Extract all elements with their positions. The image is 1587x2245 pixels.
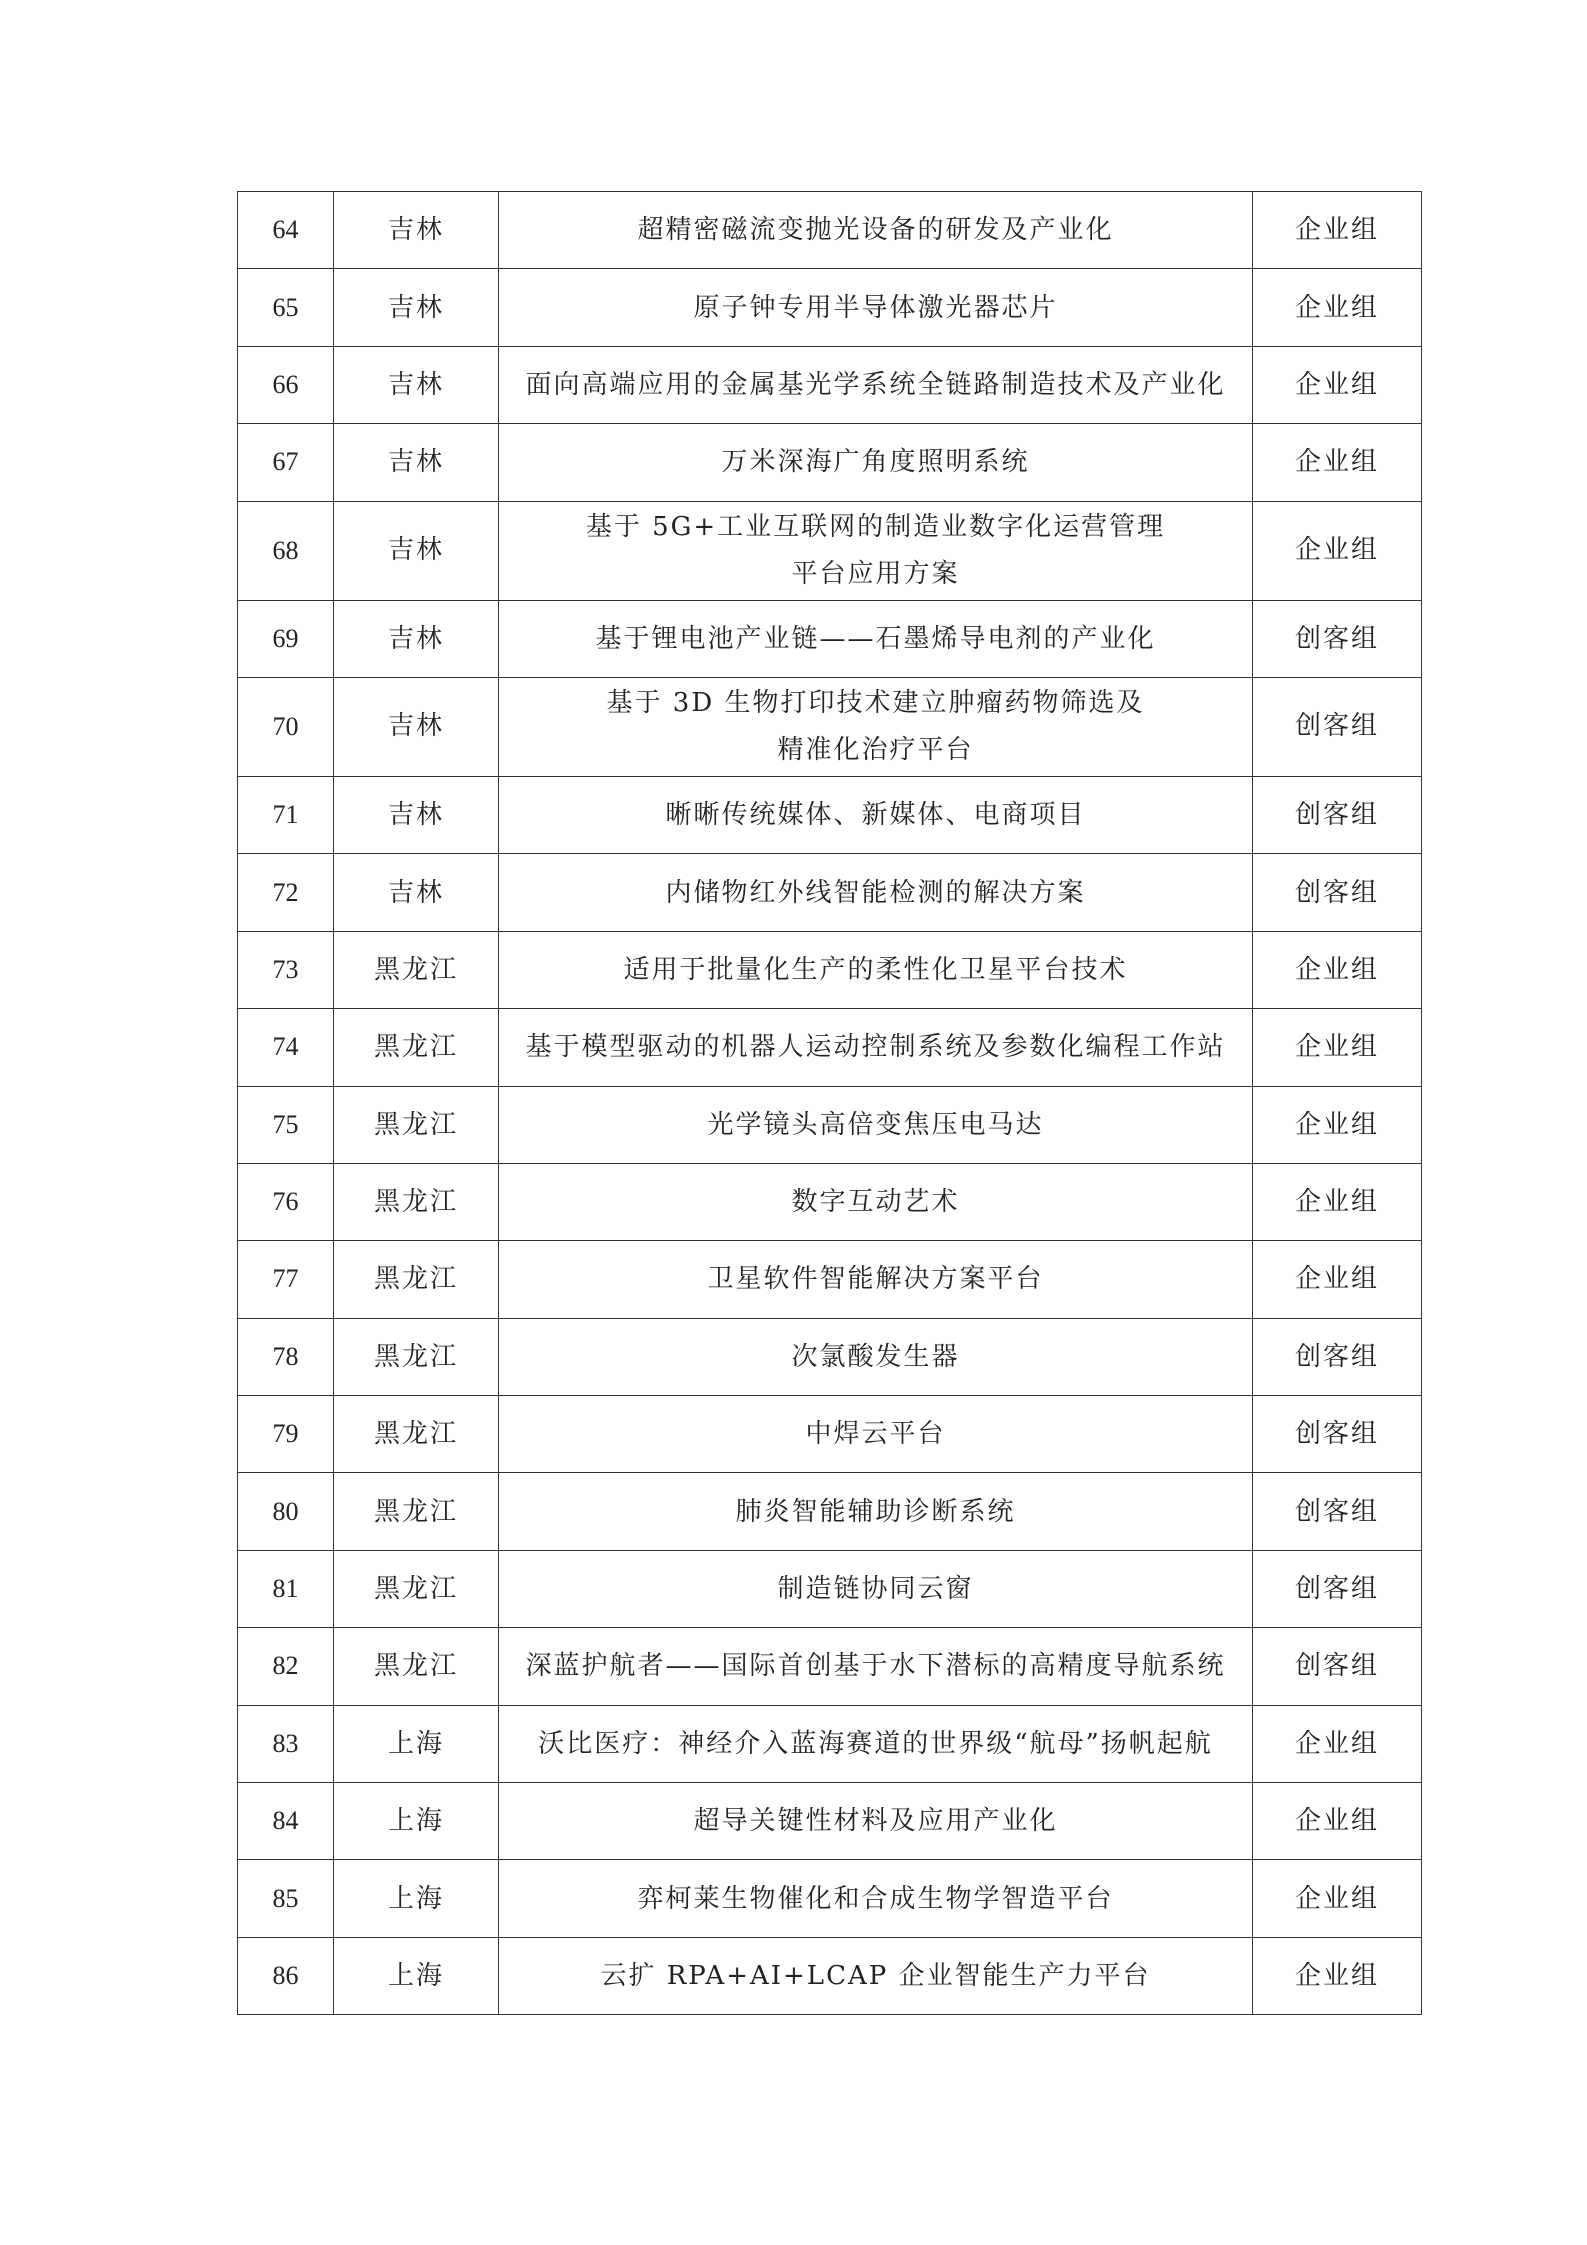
row-number-cell: 83: [238, 1705, 334, 1782]
group-cell: 创客组: [1253, 854, 1422, 931]
row-number-cell: 75: [238, 1086, 334, 1163]
project-name-line: 适用于批量化生产的柔性化卫星平台技术: [623, 954, 1128, 985]
project-name-cell: [499, 1937, 1253, 2014]
table-row: [238, 1318, 1422, 1395]
region-cell: 吉林: [334, 269, 499, 346]
project-name-line: 基于锂电池产业链——石墨烯导电剂的产业化: [595, 623, 1156, 654]
row-number-cell: 80: [238, 1473, 334, 1550]
region-cell: 黑龙江: [334, 1550, 499, 1627]
group-cell: 创客组: [1253, 1550, 1422, 1627]
row-number-cell: 73: [238, 931, 334, 1008]
group-cell: 创客组: [1253, 776, 1422, 853]
project-name-line: 卫星软件智能解决方案平台: [707, 1264, 1044, 1295]
group-cell: 创客组: [1253, 600, 1422, 677]
project-name-cell: [499, 501, 1253, 600]
group-cell: 企业组: [1253, 931, 1422, 1008]
project-name-cell: [499, 1318, 1253, 1395]
group-cell: 创客组: [1253, 677, 1422, 776]
region-cell: 吉林: [334, 346, 499, 423]
table-row: [238, 1860, 1422, 1937]
group-cell: 企业组: [1253, 269, 1422, 346]
table-row: [238, 1628, 1422, 1705]
project-name-cell: [499, 677, 1253, 776]
region-cell: 吉林: [334, 677, 499, 776]
table-row: [238, 1473, 1422, 1550]
row-number-cell: 65: [238, 269, 334, 346]
row-number-cell: 77: [238, 1241, 334, 1318]
table-row: [238, 931, 1422, 1008]
region-cell: 黑龙江: [334, 1396, 499, 1473]
project-name-line: 次氯酸发生器: [791, 1341, 960, 1372]
row-number-cell: 69: [238, 600, 334, 677]
table-row: [238, 501, 1422, 600]
group-cell: 企业组: [1253, 1937, 1422, 2014]
award-list-table: [237, 191, 1422, 2015]
row-number-cell: 68: [238, 501, 334, 600]
table-row: [238, 1937, 1422, 2014]
table-row: [238, 424, 1422, 501]
row-number-cell: 70: [238, 677, 334, 776]
row-number-cell: 85: [238, 1860, 334, 1937]
region-cell: 吉林: [334, 776, 499, 853]
project-name-cell: [499, 346, 1253, 423]
table-body: [238, 192, 1422, 2015]
row-number-cell: 78: [238, 1318, 334, 1395]
project-name-line: 超导关键性材料及应用产业化: [693, 1806, 1058, 1837]
project-name-line: 基于模型驱动的机器人运动控制系统及参数化编程工作站: [525, 1032, 1226, 1063]
group-cell: 企业组: [1253, 501, 1422, 600]
project-name-cell: [499, 1705, 1253, 1782]
group-cell: 企业组: [1253, 1009, 1422, 1086]
region-cell: 黑龙江: [334, 1473, 499, 1550]
project-name-line: 云扩 RPA+AI+LCAP 企业智能生产力平台: [600, 1961, 1151, 1991]
row-number-cell: 67: [238, 424, 334, 501]
project-name-line: 面向高端应用的金属基光学系统全链路制造技术及产业化: [525, 369, 1226, 400]
table-row: [238, 1163, 1422, 1240]
table-row: [238, 1396, 1422, 1473]
group-cell: 企业组: [1253, 1241, 1422, 1318]
table-row: [238, 1783, 1422, 1860]
project-name-cell: [499, 269, 1253, 346]
project-name-cell: [499, 1473, 1253, 1550]
group-cell: 企业组: [1253, 346, 1422, 423]
project-name-cell: [499, 424, 1253, 501]
region-cell: 上海: [334, 1860, 499, 1937]
group-cell: 企业组: [1253, 1860, 1422, 1937]
project-name-cell: [499, 1086, 1253, 1163]
project-name-cell: [499, 931, 1253, 1008]
project-name-cell: [499, 1860, 1253, 1937]
project-name-line: 弈柯莱生物催化和合成生物学智造平台: [637, 1883, 1114, 1914]
row-number-cell: 79: [238, 1396, 334, 1473]
project-name-line: 肺炎智能辅助诊断系统: [735, 1496, 1016, 1527]
group-cell: 企业组: [1253, 1705, 1422, 1782]
project-name-cell: [499, 776, 1253, 853]
row-number-cell: 64: [238, 192, 334, 269]
project-name-line: 基于 5G+工业互联网的制造业数字化运营管理: [585, 511, 1166, 542]
table-row: [238, 1705, 1422, 1782]
project-name-line: 原子钟专用半导体激光器芯片: [693, 292, 1058, 323]
region-cell: 黑龙江: [334, 1628, 499, 1705]
project-name-line-2: 精准化治疗平台: [777, 734, 974, 765]
table-row: [238, 677, 1422, 776]
project-name-line: 超精密磁流变抛光设备的研发及产业化: [637, 215, 1114, 246]
table-row: [238, 854, 1422, 931]
table-row: [238, 192, 1422, 269]
row-number-cell: 74: [238, 1009, 334, 1086]
region-cell: 黑龙江: [334, 1163, 499, 1240]
table-row: [238, 1009, 1422, 1086]
region-cell: 黑龙江: [334, 1241, 499, 1318]
region-cell: 黑龙江: [334, 1009, 499, 1086]
table-row: [238, 776, 1422, 853]
table-row: [238, 346, 1422, 423]
region-cell: 黑龙江: [334, 1318, 499, 1395]
project-name-line: 数字互动艺术: [791, 1187, 960, 1218]
project-name-line: 沃比医疗：神经介入蓝海赛道的世界级“航母”扬帆起航: [538, 1728, 1213, 1759]
project-name-line-2: 平台应用方案: [791, 558, 960, 589]
table-row: [238, 600, 1422, 677]
region-cell: 吉林: [334, 501, 499, 600]
project-name-line: 深蓝护航者——国际首创基于水下潜标的高精度导航系统: [525, 1651, 1226, 1682]
project-name-line: 晰晰传统媒体、新媒体、电商项目: [665, 800, 1086, 831]
project-name-cell: [499, 600, 1253, 677]
region-cell: 黑龙江: [334, 1086, 499, 1163]
row-number-cell: 66: [238, 346, 334, 423]
region-cell: 上海: [334, 1783, 499, 1860]
row-number-cell: 81: [238, 1550, 334, 1627]
project-name-cell: [499, 1009, 1253, 1086]
table-row: [238, 269, 1422, 346]
row-number-cell: 76: [238, 1163, 334, 1240]
table-row: [238, 1550, 1422, 1627]
project-name-cell: [499, 1628, 1253, 1705]
row-number-cell: 71: [238, 776, 334, 853]
project-name-cell: [499, 192, 1253, 269]
project-name-line: 中焊云平台: [805, 1419, 946, 1450]
group-cell: 企业组: [1253, 1163, 1422, 1240]
region-cell: 上海: [334, 1705, 499, 1782]
row-number-cell: 86: [238, 1937, 334, 2014]
row-number-cell: 82: [238, 1628, 334, 1705]
group-cell: 企业组: [1253, 424, 1422, 501]
project-name-line: 光学镜头高倍变焦压电马达: [707, 1109, 1044, 1140]
group-cell: 企业组: [1253, 1783, 1422, 1860]
project-name-cell: [499, 1783, 1253, 1860]
group-cell: 创客组: [1253, 1473, 1422, 1550]
project-name-cell: [499, 1396, 1253, 1473]
project-name-cell: [499, 1550, 1253, 1627]
row-number-cell: 84: [238, 1783, 334, 1860]
project-name-line: 基于 3D 生物打印技术建立肿瘤药物筛选及: [606, 687, 1145, 718]
region-cell: 吉林: [334, 600, 499, 677]
project-name-cell: [499, 1163, 1253, 1240]
region-cell: 黑龙江: [334, 931, 499, 1008]
region-cell: 吉林: [334, 424, 499, 501]
project-name-line: 内储物红外线智能检测的解决方案: [665, 877, 1086, 908]
region-cell: 吉林: [334, 854, 499, 931]
project-name-cell: [499, 854, 1253, 931]
project-name-line: 制造链协同云窗: [777, 1574, 974, 1605]
table-row: [238, 1241, 1422, 1318]
region-cell: 吉林: [334, 192, 499, 269]
row-number-cell: 72: [238, 854, 334, 931]
project-name-cell: [499, 1241, 1253, 1318]
group-cell: 企业组: [1253, 1086, 1422, 1163]
region-cell: 上海: [334, 1937, 499, 2014]
group-cell: 企业组: [1253, 192, 1422, 269]
table-row: [238, 1086, 1422, 1163]
group-cell: 创客组: [1253, 1628, 1422, 1705]
project-name-line: 万米深海广角度照明系统: [721, 447, 1030, 478]
group-cell: 创客组: [1253, 1396, 1422, 1473]
group-cell: 创客组: [1253, 1318, 1422, 1395]
